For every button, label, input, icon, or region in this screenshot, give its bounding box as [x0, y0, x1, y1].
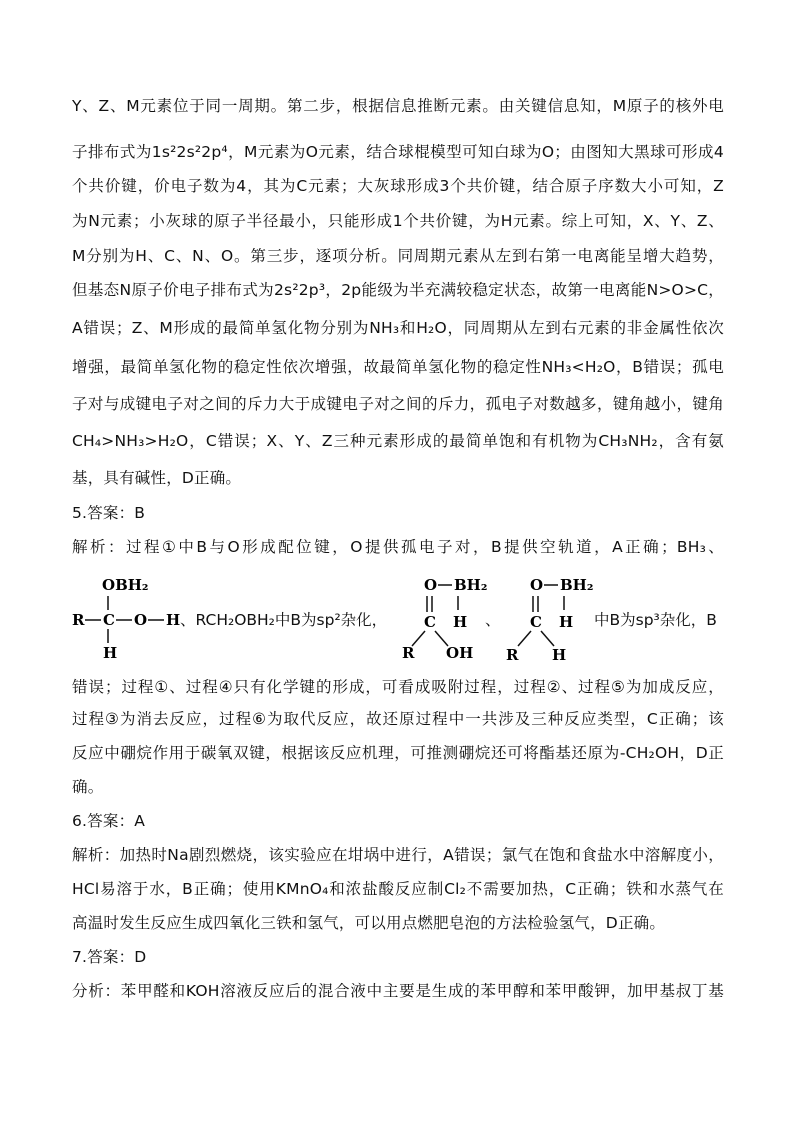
- text-line-15: 过程③为消去反应，过程⑥为取代反应，故还原过程中一共涉及三种反应类型，C正确；该: [72, 710, 724, 728]
- m1-C: C: [103, 611, 115, 629]
- text-line-5: M分别为H、C、N、O。第三步，逐项分析。同周期元素从左到右第一电离能呈增大趋势，: [72, 247, 724, 265]
- text-line-3: 个共价键，价电子数为4，其为C元素；大灰球形成3个共价键，结合原子序数大小可知，Z: [72, 177, 724, 195]
- answer-5: 5.答案：B: [72, 504, 146, 522]
- m2-R: R: [402, 644, 415, 662]
- m2-H: H: [453, 613, 468, 631]
- structural-formulas-figure: [72, 572, 724, 667]
- answer-7: 7.答案：D: [72, 948, 147, 966]
- text-line-23: 分析：苯甲醛和KOH溶液反应后的混合液中主要是生成的苯甲醇和苯甲酸钾，加甲基叔丁基: [72, 982, 724, 1000]
- text-line-6: 但基态N原子价电子排布式为2s²2p³，2p能级为半充满较稳定状态，故第一电离能N>O>C，: [72, 281, 724, 299]
- text-line-19: 解析：加热时Na剧烈燃烧，该实验应在坩埚中进行，A错误；氯气在饱和食盐水中溶解度小，: [72, 846, 724, 864]
- m3-O: O: [530, 576, 544, 594]
- m2-BH2: BH₂: [454, 576, 488, 594]
- text-line-9: 子对与成键电子对之间的斥力大于成键电子对之间的斥力，孤电子对数越多，键角越小，键角: [72, 395, 724, 413]
- m3-C: C: [530, 613, 542, 631]
- answer-6: 6.答案：A: [72, 812, 146, 830]
- text-line-2: 子排布式为1s²2s²2p⁴，M元素为O元素，结合球棍模型可知白球为O；由图知大黑球可形成4: [72, 143, 724, 161]
- m1-H-bottom: H: [103, 644, 118, 662]
- text-line-8: 增强，最简单氢化物的稳定性依次增强，故最简单氢化物的稳定性NH₃<H₂O，B错误；孤电: [72, 358, 724, 376]
- m1-top-label: OBH₂: [102, 576, 149, 594]
- m3-H-right: H: [559, 613, 574, 631]
- molecule-3: [506, 576, 593, 664]
- figure-caption-middle: 、RCH₂OBH₂中B为sp²杂化，: [180, 611, 388, 629]
- m1-H-right: H: [166, 611, 181, 629]
- text-line-7: A错误；Z、M形成的最简单氢化物分别为NH₃和H₂O，同周期从左到右元素的非金属性依次: [72, 319, 724, 337]
- figure-caption-end: 中B为sp³杂化，B: [594, 611, 717, 629]
- figure-separator: 、: [485, 611, 501, 629]
- text-line-20: HCl易溶于水，B正确；使用KMnO₄和浓盐酸反应制Cl₂不需要加热，C正确；铁和水蒸气在: [72, 880, 724, 898]
- m2-C: C: [424, 613, 436, 631]
- text-line-17: 确。: [72, 778, 104, 796]
- m2-O: O: [424, 576, 438, 594]
- m2-OH: OH: [446, 644, 474, 662]
- molecule-2: [402, 576, 487, 662]
- text-line-21: 高温时发生反应生成四氧化三铁和氢气，可以用点燃肥皂泡的方法检验氢气，D正确。: [72, 914, 666, 932]
- m3-bond-C-H: [541, 631, 554, 646]
- m3-bond-C-R: [518, 631, 531, 646]
- text-line-1: Y、Z、M元素位于同一周期。第二步，根据信息推断元素。由关键信息知，M原子的核外电: [72, 97, 724, 115]
- text-line-14: 错误；过程①、过程④只有化学键的形成，可看成吸附过程，过程②、过程⑤为加成反应，: [72, 678, 724, 696]
- text-line-16: 反应中硼烷作用于碳氧双键，根据该反应机理，可推测硼烷还可将酯基还原为-CH₂OH，D正: [72, 744, 724, 762]
- text-line-11: 基，具有碱性，D正确。: [72, 469, 242, 487]
- m3-H-bottom: H: [552, 646, 567, 664]
- text-line-10: CH₄>NH₃>H₂O，C错误；X、Y、Z三种元素形成的最简单饱和有机物为CH₃NH₂，含有氨: [72, 432, 724, 450]
- text-line-13: 解析：过程①中B与O形成配位键，O提供孤电子对，B提供空轨道，A正确；BH₃、: [72, 538, 724, 556]
- m1-O: O: [134, 611, 148, 629]
- m1-R: R: [72, 611, 85, 629]
- molecule-1: [72, 576, 180, 662]
- m3-R: R: [506, 646, 519, 664]
- m3-BH2: BH₂: [560, 576, 594, 594]
- text-line-4: 为N元素；小灰球的原子半径最小，只能形成1个共价键，为H元素。综上可知，X、Y、Z、: [72, 212, 724, 230]
